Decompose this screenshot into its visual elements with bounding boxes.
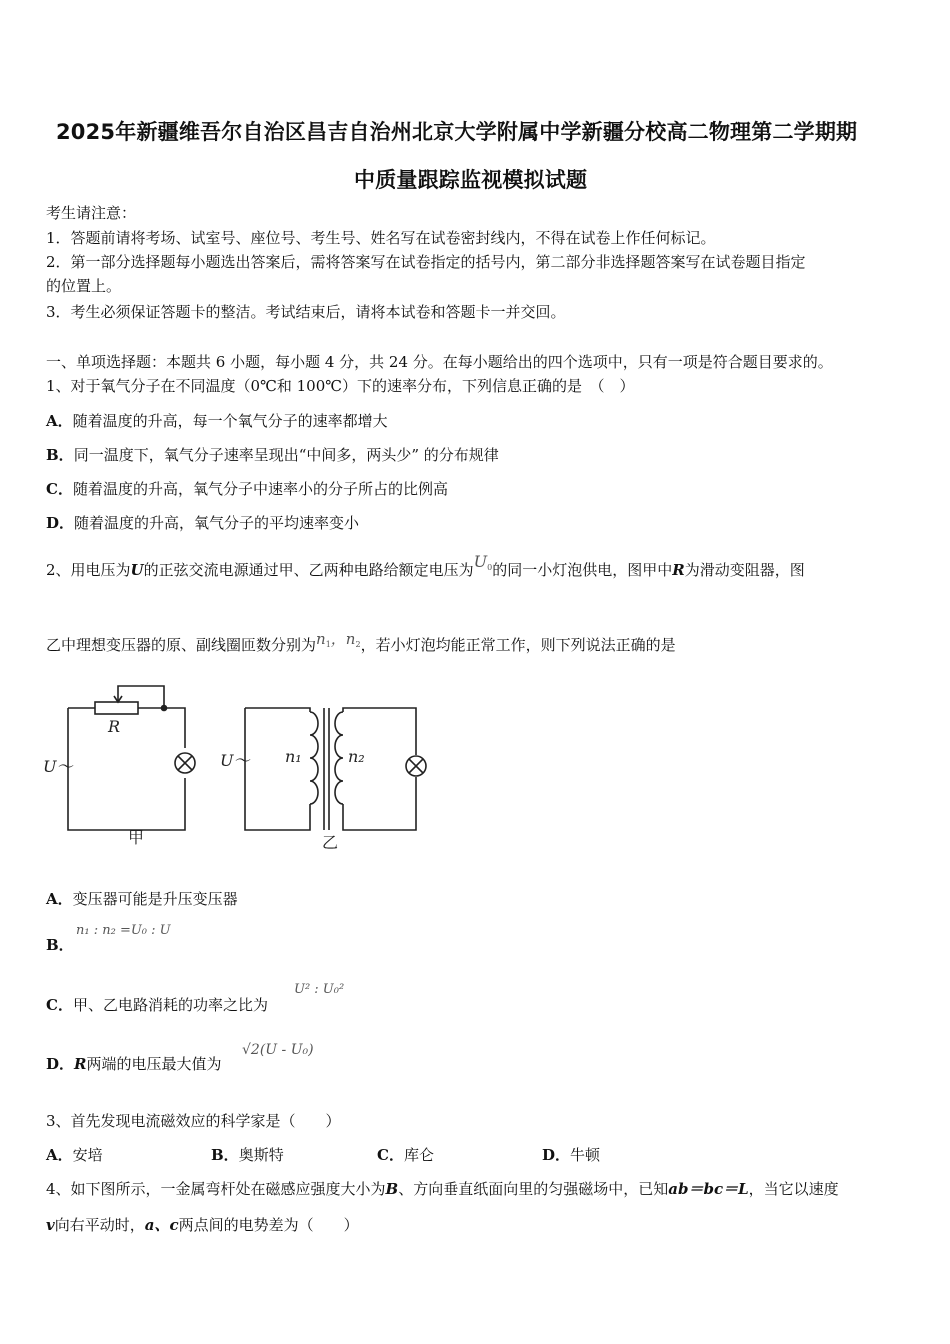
option-letter: A． <box>46 412 73 430</box>
primary-coil <box>310 712 318 804</box>
q1-stem: 1、对于氧气分子在不同温度（0℃和 100℃）下的速率分布，下列信息正确的是 （ ） <box>46 377 635 395</box>
q2-stem-line2: 乙中理想变压器的原、副线圈匝数分别为$n_1$，$n_2$，若小灯泡均能正常工作，则下列说法正确的是 <box>46 630 676 654</box>
q1-option-d[interactable] <box>46 513 359 533</box>
q2-option-d-formula: √2(U - U₀) <box>242 1042 314 1058</box>
q2-option-b-formula: n₁ : n₂ =U₀ : U <box>76 923 171 938</box>
circuit-b-primary-wire <box>245 708 310 830</box>
option-text: 随着温度的升高，每一个氧气分子的速率都增大 <box>72 412 388 430</box>
q1-option-c[interactable] <box>46 479 448 499</box>
coil2-label: n₂ <box>348 747 365 766</box>
circuit-b-secondary-wire <box>343 708 416 830</box>
notice-item-1: 1．答题前请将考场、试室号、座位号、考生号、姓名写在试卷密封线内，不得在试卷上作任何标记。 <box>46 229 716 247</box>
resistor-symbol <box>95 702 138 714</box>
option-letter: D． <box>46 514 75 532</box>
q2-option-a[interactable]: A．变压器可能是升压变压器 <box>46 890 238 908</box>
secondary-coil <box>335 712 343 804</box>
transformer-core <box>324 708 329 830</box>
q2-option-d[interactable]: D．R两端的电压最大值为 <box>46 1055 222 1073</box>
q2-option-c[interactable]: C．甲、乙电路消耗的功率之比为 <box>46 996 268 1014</box>
option-letter: B． <box>46 446 74 464</box>
notice-item-3: 3．考生必须保证答题卡的整洁。考试结束后，请将本试卷和答题卡一并交回。 <box>46 303 566 321</box>
q2-stem-line1: 2、用电压为U的正弦交流电源通过甲、乙两种电路给额定电压为$U_0$的同一小灯泡供电，图甲中R为滑动变阻器，图 <box>46 552 805 579</box>
circuit-a-wire <box>68 708 185 830</box>
q2-circuit-figure <box>40 680 440 855</box>
q4-stem-line1: 4、如下图所示，一金属弯杆处在磁感应强度大小为B、方向垂直纸面向里的匀强磁场中，已知ab＝bc＝L，当它以速度 <box>46 1180 839 1198</box>
option-text: 随着温度的升高，氧气分子的平均速率变小 <box>74 514 360 532</box>
section-heading: 一、单项选择题：本题共 6 小题，每小题 4 分，共 24 分。在每小题给出的四个选项中，只有一项是符合题目要求的。 <box>46 353 833 371</box>
q2-option-b[interactable]: B． <box>46 936 74 954</box>
coil1-label: n₁ <box>285 747 302 766</box>
q2-option-c-formula: U² : U₀² <box>294 982 345 997</box>
q3-option-a[interactable]: A．安培 <box>46 1146 103 1164</box>
notice-item-2: 2．第一部分选择题每小题选出答案后，需将答案写在试卷指定的括号内，第二部分非选择题答案写在试卷题目指定 <box>46 253 806 271</box>
page-title-line2: 中质量跟踪监视模拟试题 <box>354 168 588 192</box>
notice-item-2-cont: 的位置上。 <box>46 277 122 295</box>
option-text: 同一温度下，氧气分子速率呈现出“中间多，两头少” 的分布规律 <box>73 446 499 464</box>
notice-heading: 考生请注意： <box>46 204 137 222</box>
slider-arrow <box>118 686 164 708</box>
q3-stem: 3、首先发现电流磁效应的科学家是（ ） <box>46 1112 341 1130</box>
q1-option-b[interactable] <box>46 445 499 465</box>
caption-a: 甲 <box>128 828 145 847</box>
q1-option-a[interactable] <box>46 411 388 431</box>
option-text: 随着温度的升高，氧气分子中速率小的分子所占的比例高 <box>72 480 448 498</box>
option-letter: C． <box>46 480 73 498</box>
source-b-label: U～ <box>220 751 250 770</box>
resistor-label: R <box>108 717 121 736</box>
q3-option-d[interactable]: D．牛顿 <box>542 1146 601 1164</box>
q3-option-c[interactable]: C．库仑 <box>377 1146 434 1164</box>
junction-dot <box>162 706 167 711</box>
q3-option-b[interactable]: B．奥斯特 <box>211 1146 284 1164</box>
caption-b: 乙 <box>322 833 339 852</box>
page-title-line1: 2025年新疆维吾尔自治区昌吉自治州北京大学附属中学新疆分校高二物理第二学期期 <box>56 120 858 144</box>
q4-stem-line2: v向右平动时，a、c两点间的电势差为（ ） <box>46 1216 359 1234</box>
source-a-label: U～ <box>43 757 73 776</box>
